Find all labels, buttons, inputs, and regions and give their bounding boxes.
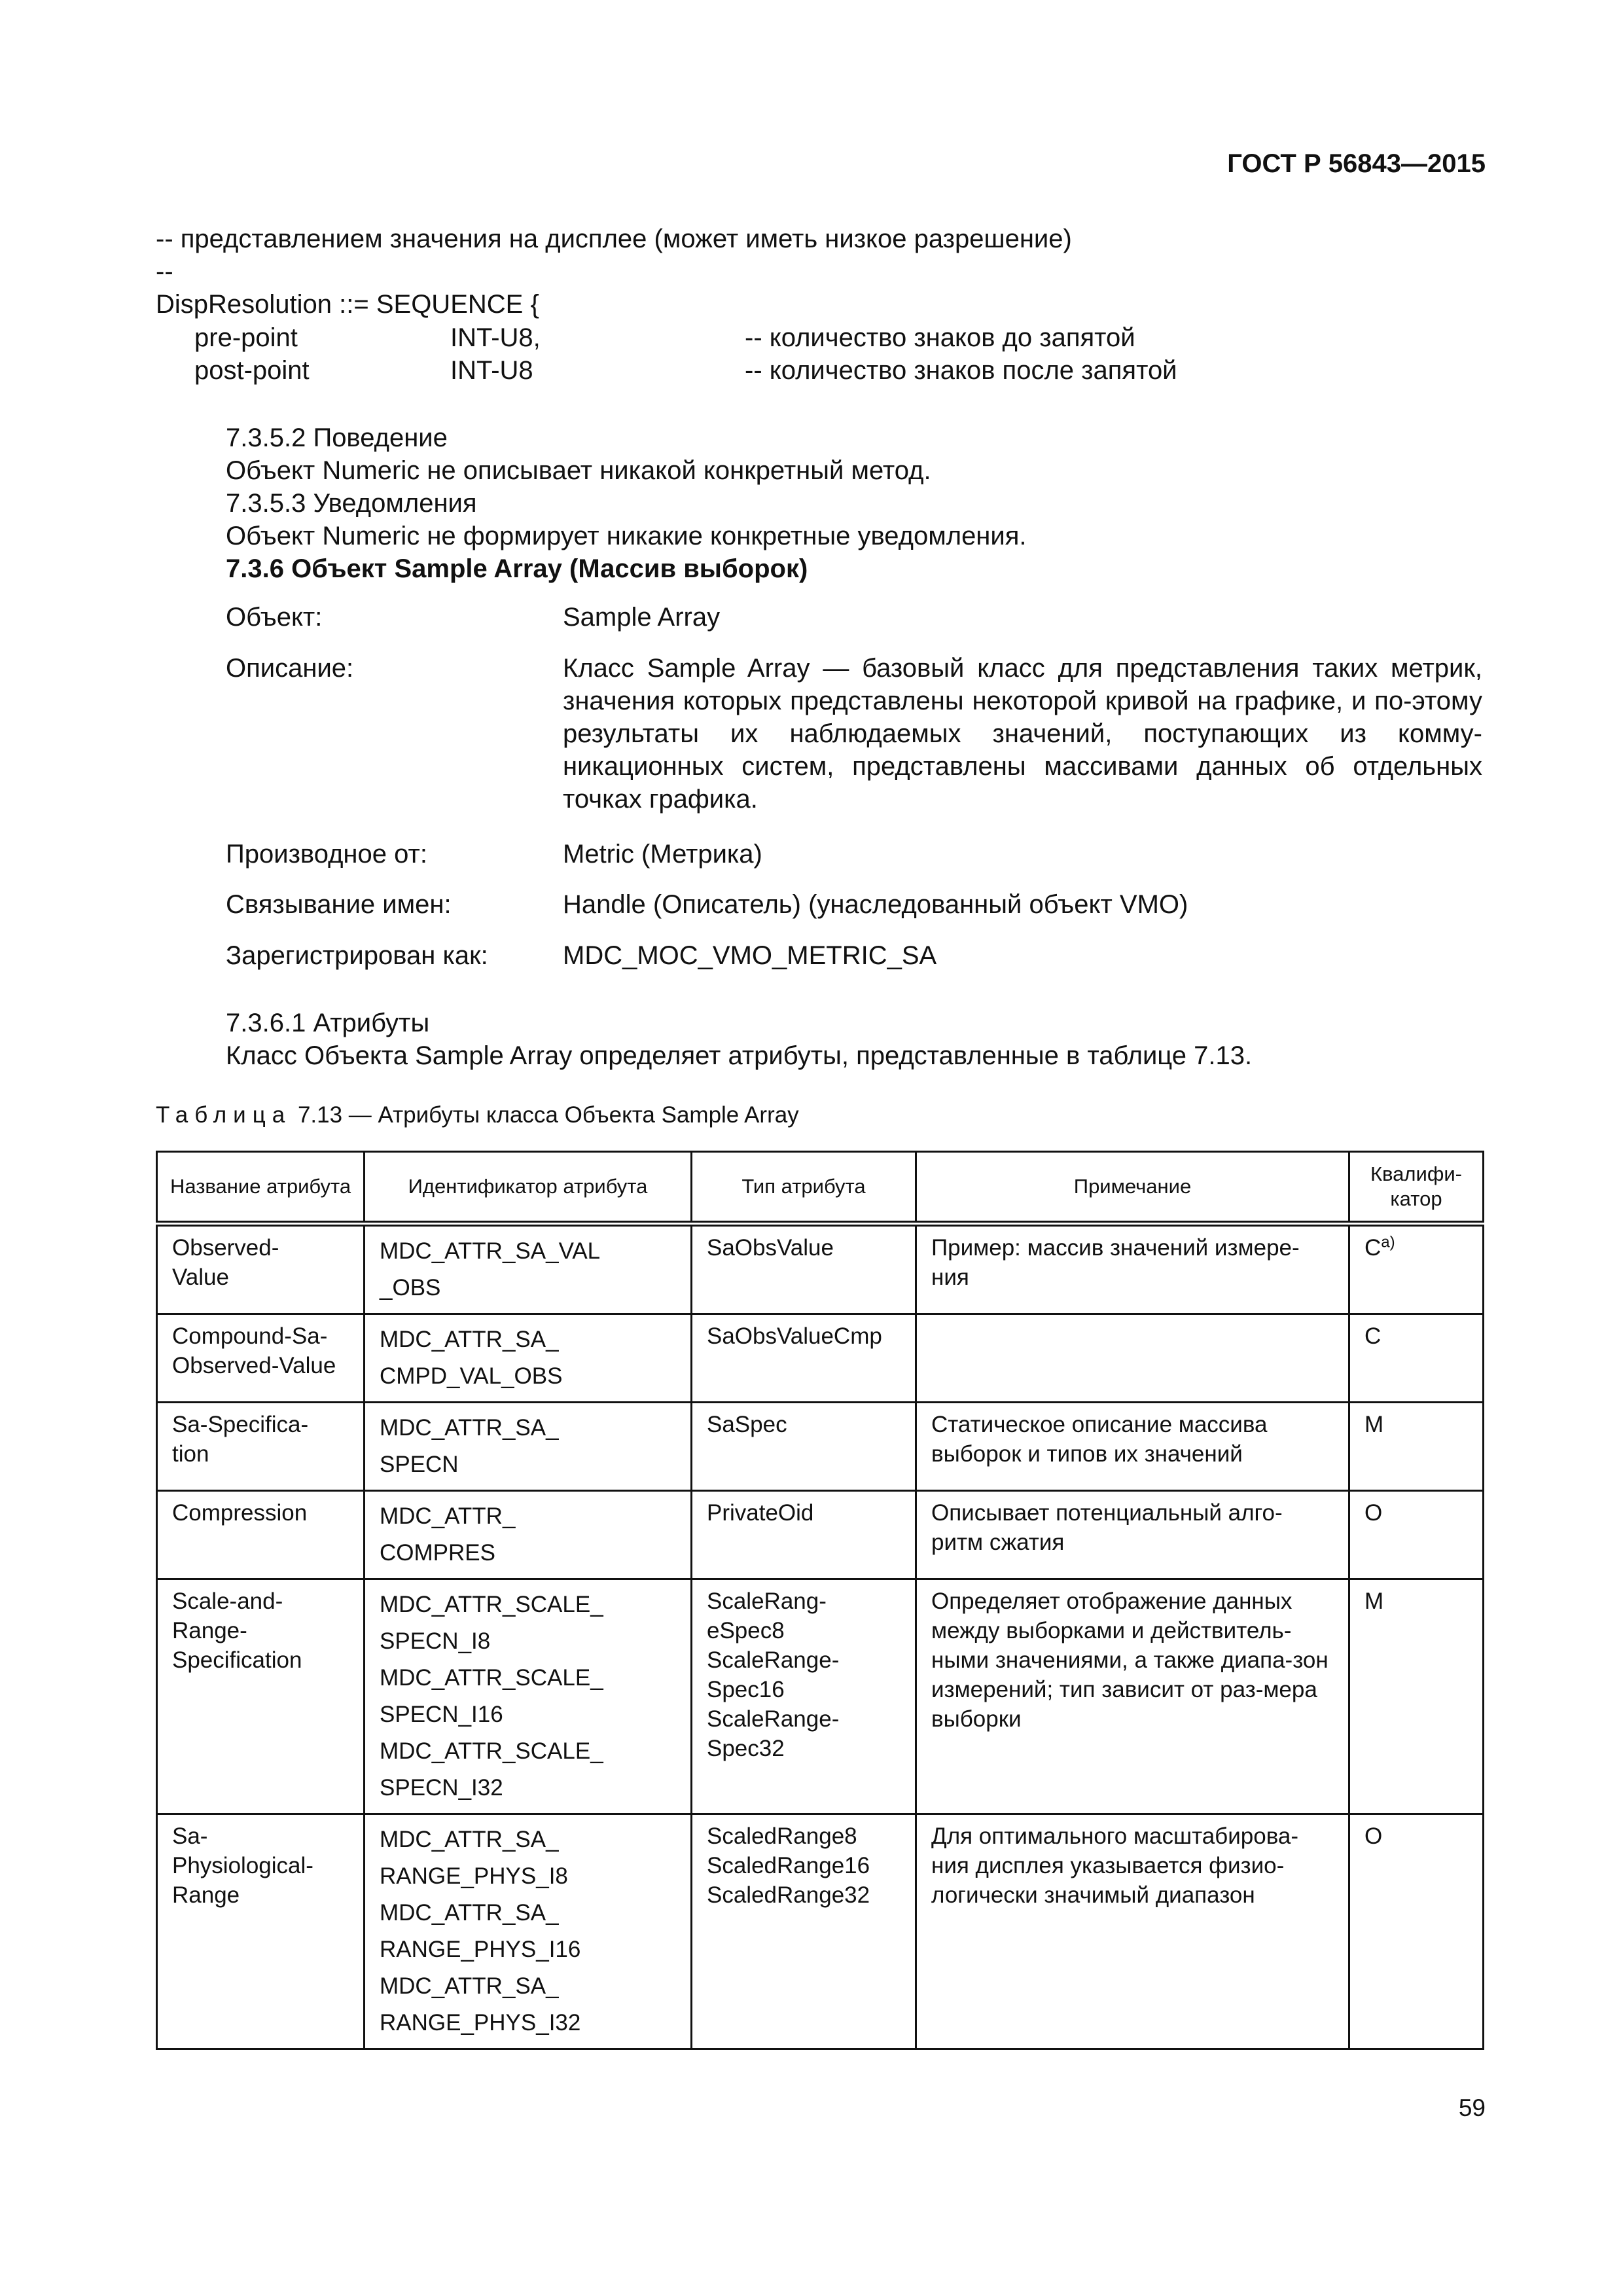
code-field-comment: -- количество знаков до запятой [745,323,1135,352]
cell-attribute-name-line: Physiological- [172,1853,313,1878]
cell-attribute-id-line: RANGE_PHYS_I32 [380,2010,581,2036]
cell-attribute-id-line: RANGE_PHYS_I8 [380,1863,568,1889]
cell-attribute-name [157,1579,365,1814]
code-field-type: INT-U8 [450,356,533,385]
table-row [157,1814,1484,2049]
cell-attribute-name-line: Sa- [172,1823,208,1849]
cell-attribute-id-line: SPECN_I8 [380,1628,491,1654]
cell-attribute-name-line: Observed-Value [172,1353,336,1378]
header-attribute-id: Идентификатор атрибута [365,1152,692,1224]
cell-attribute-id [365,1224,692,1314]
code-field-name: post-point [194,356,310,385]
section-heading-sample-array: 7.3.6 Объект Sample Array (Массив выборок) [226,554,808,583]
table-caption-title: 7.13 — Атрибуты класса Объекта Sample Array [291,1102,799,1128]
cell-attribute-name-line: Sa-Specifica- [172,1412,309,1437]
qualifier-value: C [1364,1235,1382,1261]
cell-attribute-id-line: SPECN [380,1452,459,1477]
code-field-comment: -- количество знаков после запятой [745,356,1177,385]
def-label: Производное от: [226,840,427,869]
def-value: Sample Array [563,603,721,632]
cell-attribute-type [692,1814,916,2049]
cell-attribute-id-line: MDC_ATTR_ [380,1503,516,1529]
cell-note: Определяет отображение данных между выборками и действитель-ными значениями, а также диапа-зон измерений; тип зависит от раз-мера выборки [916,1579,1349,1814]
qualifier-value: M [1364,1588,1384,1614]
cell-attribute-name [157,1403,365,1491]
cell-attribute-id [365,1403,692,1491]
cell-attribute-id [365,1814,692,2049]
def-value: MDC_MOC_VMO_METRIC_SA [563,941,937,970]
cell-attribute-id-line: COMPRES [380,1540,495,1566]
section-text-notifications: Объект Numeric не формирует никакие конкретные уведомления. [226,522,1027,550]
cell-note: Пример: массив значений измере-ния [916,1224,1349,1314]
cell-note: Статическое описание массива выборок и типов их значений [916,1403,1349,1491]
cell-qualifier [1349,1579,1484,1814]
code-field-type: INT-U8, [450,323,541,352]
cell-attribute-id-line: MDC_ATTR_SCALE_ [380,1592,603,1617]
cell-attribute-type-line: ScaledRange32 [707,1882,870,1908]
table-caption [156,1102,799,1129]
cell-attribute-id [365,1314,692,1403]
qualifier-value: O [1364,1500,1383,1526]
cell-attribute-id-line: MDC_ATTR_SA_ [380,1827,559,1852]
document-code: ГОСТ Р 56843—2015 [1227,149,1486,178]
cell-attribute-id-line: MDC_ATTR_SA_ [380,1415,559,1441]
code-declaration: DispResolution ::= SEQUENCE { [156,290,539,319]
def-label: Зарегистрирован как: [226,941,488,970]
table-row [157,1579,1484,1814]
cell-note: Для оптимального масштабирова-ния дисплея указывается физио-логически значимый диапазон [916,1814,1349,2049]
cell-attribute-type [692,1579,916,1814]
cell-attribute-id-line: SPECN_I16 [380,1702,503,1727]
page-number: 59 [1458,2094,1486,2121]
cell-attribute-type-line: eSpec8 [707,1618,785,1643]
def-label: Описание: [226,654,354,683]
cell-attribute-type [692,1314,916,1403]
table-row [157,1403,1484,1491]
code-comment-dashes: -- [156,257,173,286]
cell-note: Описывает потенциальный алго-ритм сжатия [916,1491,1349,1579]
cell-attribute-type [692,1491,916,1579]
section-heading-attributes: 7.3.6.1 Атрибуты [226,1009,430,1037]
cell-attribute-name-line: Range- [172,1618,247,1643]
cell-attribute-type-line: ScaledRange8 [707,1823,857,1849]
cell-attribute-type [692,1224,916,1314]
cell-attribute-name-line: Range [172,1882,240,1908]
cell-attribute-id-line: MDC_ATTR_SA_ [380,1973,559,1999]
cell-attribute-id-line: MDC_ATTR_SCALE_ [380,1738,603,1764]
cell-attribute-name-line: Observed- [172,1235,279,1261]
cell-attribute-name [157,1314,365,1403]
table-header-row [157,1152,1484,1224]
attributes-table [156,1151,1484,2050]
cell-attribute-name-line: tion [172,1441,209,1467]
section-heading-behavior: 7.3.5.2 Поведение [226,423,448,452]
cell-attribute-type [692,1403,916,1491]
cell-attribute-name-line: Value [172,1265,229,1290]
section-text-attributes: Класс Объекта Sample Array определяет атрибуты, представленные в таблице 7.13. [226,1041,1253,1070]
cell-attribute-type-line: ScaledRange16 [707,1853,870,1878]
qualifier-value: O [1364,1823,1383,1849]
qualifier-value: M [1364,1412,1384,1437]
cell-attribute-id [365,1491,692,1579]
cell-attribute-type-line: Spec32 [707,1736,785,1761]
cell-attribute-id-line: MDC_ATTR_SCALE_ [380,1665,603,1691]
cell-attribute-id-line: CMPD_VAL_OBS [380,1363,563,1389]
cell-qualifier [1349,1224,1484,1314]
cell-attribute-type-line: ScaleRange- [707,1647,840,1673]
cell-qualifier [1349,1403,1484,1491]
cell-attribute-type-line: ScaleRange- [707,1706,840,1732]
cell-qualifier [1349,1314,1484,1403]
def-label: Объект: [226,603,323,632]
table-row [157,1491,1484,1579]
cell-attribute-name-line: Compression [172,1500,308,1526]
table-row [157,1314,1484,1403]
cell-attribute-type-line: PrivateOid [707,1500,814,1526]
cell-attribute-name [157,1491,365,1579]
table-body [157,1224,1484,2049]
cell-attribute-id-line: SPECN_I32 [380,1775,503,1801]
cell-attribute-type-line: SaObsValue [707,1235,834,1261]
cell-attribute-type-line: ScaleRang- [707,1588,827,1614]
cell-attribute-name-line: Compound-Sa- [172,1323,328,1349]
def-value: Metric (Метрика) [563,840,762,869]
cell-attribute-type-line: SaSpec [707,1412,787,1437]
cell-attribute-id-line: _OBS [380,1275,441,1300]
section-heading-notifications: 7.3.5.3 Уведомления [226,489,477,518]
cell-attribute-id [365,1579,692,1814]
cell-attribute-type-line: Spec16 [707,1677,785,1702]
section-text-behavior: Объект Numeric не описывает никакой конкретный метод. [226,456,931,485]
cell-attribute-id-line: MDC_ATTR_SA_ [380,1327,559,1352]
cell-attribute-id-line: MDC_ATTR_SA_ [380,1900,559,1926]
cell-qualifier [1349,1491,1484,1579]
cell-attribute-type-line: SaObsValueCmp [707,1323,882,1349]
cell-attribute-name-line: Scale-and- [172,1588,283,1614]
table-caption-prefix: Таблица [156,1102,292,1128]
header-attribute-name: Название атрибута [157,1152,365,1224]
cell-attribute-name-line: Specification [172,1647,302,1673]
header-note: Примечание [916,1152,1349,1224]
code-field-name: pre-point [194,323,298,352]
code-comment-line: -- представлением значения на дисплее (может иметь низкое разрешение) [156,224,1072,253]
cell-attribute-name [157,1814,365,2049]
qualifier-value: C [1364,1323,1382,1349]
qualifier-footnote-mark: а) [1381,1233,1395,1251]
def-label: Связывание имен: [226,890,452,919]
header-attribute-type: Тип атрибута [692,1152,916,1224]
cell-attribute-id-line: MDC_ATTR_SA_VAL [380,1238,601,1264]
cell-attribute-id-line: RANGE_PHYS_I16 [380,1937,581,1962]
cell-qualifier [1349,1814,1484,2049]
def-value-description: Класс Sample Array — базовый класс для представления таких метрик, значения которых представлены некоторой кривой на графике, и по-этому результаты их наблюдаемых значений, поступающих из комму-никационных систем, представлены массивами данных об отдельных точках графика. [563,654,1482,814]
def-value: Handle (Описатель) (унаследованный объект VMO) [563,890,1188,919]
table-row [157,1224,1484,1314]
cell-attribute-name [157,1224,365,1314]
cell-note [916,1314,1349,1403]
header-qualifier: Квалифи-катор [1349,1152,1484,1224]
